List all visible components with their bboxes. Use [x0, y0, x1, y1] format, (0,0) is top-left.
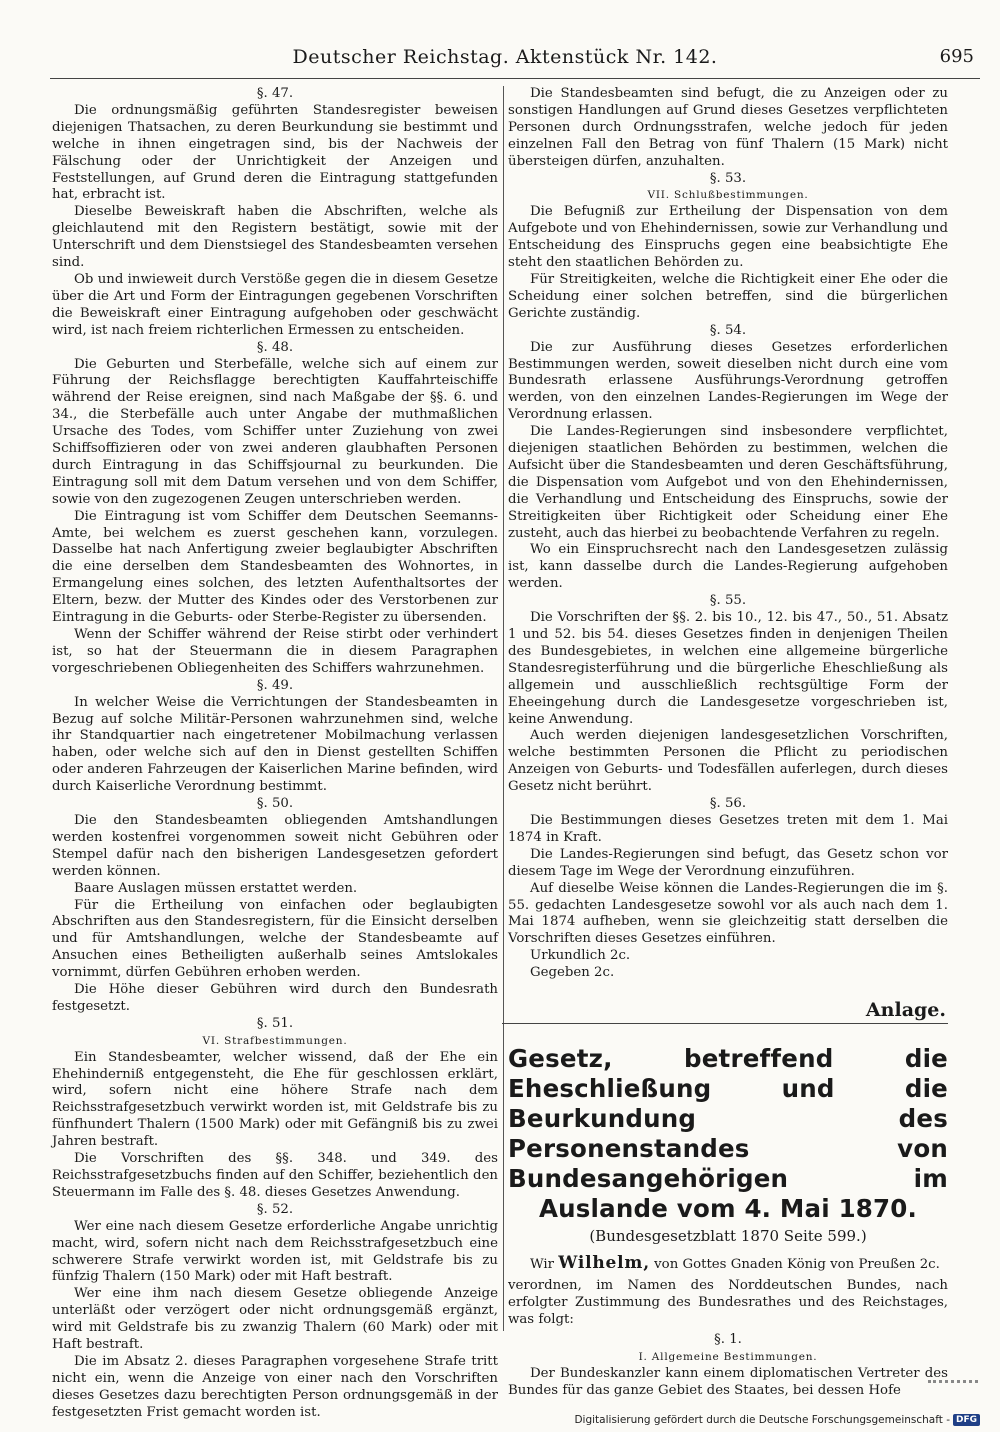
- annex-subheading: I. Allgemeine Bestimmungen.: [638, 1351, 818, 1364]
- paragraph: Die zur Ausführung dieses Gesetzes erforderlichen Bestimmungen werden, soweit dieselben nicht durch eine vom Bundesrath erlassene Ausführungs-Verordnung getroffen werden, von den einzelnen Landes-Regierungen im Wege der Verordnung erlassen.: [508, 339, 948, 423]
- section-heading: §. 49.: [256, 677, 294, 693]
- paragraph: Die Befugniß zur Ertheilung der Dispensation von dem Aufgebote und von Ehehindernissen, sowie zur Verhandlung und Entscheidung des Einspruchs gegen eine beabsichtigte Ehe steht den staatlichen Behörden zu.: [508, 204, 948, 271]
- section-heading: §. 53.: [709, 170, 747, 186]
- section-heading: §. 56.: [709, 796, 747, 812]
- annex-paragraph: Der Bundeskanzler kann einem diplomatischen Vertreter des Bundes für das ganze Gebiet des Staates, bei dessen Hofe: [508, 1366, 948, 1399]
- section-heading: §. 55.: [709, 593, 747, 609]
- paragraph: Wer eine ihm nach diesem Gesetze obliegende Anzeige unterläßt oder verzögert oder nicht ordnungsgemäß ergänzt, wird mit Geldstrafe bis zu zwanzig Thalern (60 Mark) oder mit Haft bestraft.: [52, 1286, 498, 1353]
- decree-opening-word: Wir: [530, 1256, 555, 1272]
- paragraph: Die Standesbeamten sind befugt, die zu Anzeigen oder zu sonstigen Handlungen auf Grund dieses Gesetzes verpflichteten Personen durch Ordnungsstrafen, welche jedoch für jeden einzelnen Fall den Betrag von fünf Thalern (15 Mark) nicht übersteigen dürfen, anzuhalten.: [508, 86, 948, 169]
- paragraph: Auf dieselbe Weise können die Landes-Regierungen die im §. 55. gedachten Landesgesetze sowohl vor als auch nach dem 1. Mai 1874 aufheben, wenn sie gleichzeitig statt derselben die Vorschriften dieses Gesetzes einführen.: [508, 880, 948, 947]
- paragraph: Für Streitigkeiten, welche die Richtigkeit einer Ehe oder die Scheidung einer solchen betreffen, sind die bürgerlichen Gerichte zuständig.: [508, 271, 948, 321]
- section-heading: §. 50.: [256, 796, 294, 812]
- paragraph: Wenn der Schiffer während der Reise stirbt oder verhindert ist, so hat der Steuermann die in diesem Paragraphen vorgeschriebenen Obliegenheiten des Schiffers wahrzunehmen.: [52, 627, 498, 676]
- annex-section-heading: §. 1.: [714, 1332, 742, 1348]
- annex-rule: [502, 1023, 948, 1024]
- paragraph: Wo ein Einspruchsrecht nach den Landesgesetzen zulässig ist, kann dasselbe durch die Landes-Regierung aufgehoben werden.: [508, 542, 948, 592]
- paragraph: Für die Ertheilung von einfachen oder beglaubigten Abschriften aus den Standesregistern, für die Einsicht derselben und für Amtshandlungen, welche der Standesbeamte auf Ansuchen eines Betheiligten außerhalb seines Amtslokales vornimmt, dürfen Gebühren erhoben werden.: [52, 897, 498, 981]
- paragraph: In welcher Weise die Verrichtungen der Standesbeamten in Bezug auf solche Militär-Personen wahrzunehmen sind, welche ihr Standquartier nach eingetretener Mobilmachung verlassen haben, oder welche sich auf den in Dienst gestellten Schiffen oder anderen Fahrzeugen der Kaiserlichen Marine befinden, wird durch Kaiserliche Verordnung bestimmt.: [52, 694, 498, 795]
- paragraph: Die Eintragung ist vom Schiffer dem Deutschen Seemanns-Amte, bei welchem es zuerst geschehen kann, vorzulegen. Dasselbe hat nach Anfertigung zweier beglaubigter Abschriften die eine derselben dem Standesbeamten des Wohnortes, in Ermangelung eines solchen, des letzten Aufenthaltsortes der Eltern, bezw. der Mutter des Kindes oder des Verstorbenen zur Eintragung in die Geburts- oder Sterbe-Register zu übersenden.: [52, 508, 498, 626]
- section-heading: §. 52.: [256, 1201, 294, 1217]
- paragraph: Die Vorschriften des §§. 348. und 349. des Reichsstrafgesetzbuchs finden auf den Schiffer, beziehentlich den Steuermann im Falle des §. 48. dieses Gesetzes Anwendung.: [52, 1151, 498, 1200]
- paragraph: Ob und inwieweit durch Verstöße gegen die in diesem Gesetze über die Art und Form der Eintragungen gegebenen Vorschriften die Beweiskraft einer Eintragung aufgehoben oder geschwächt wird, ist nach freiem richterlichen Ermessen zu entscheiden.: [52, 271, 498, 338]
- section-heading: §. 47.: [256, 86, 294, 101]
- page-number: 695: [939, 46, 974, 67]
- page-header: [30, 36, 980, 76]
- dfg-logo: DFG: [953, 1414, 980, 1426]
- section-heading: §. 51.: [256, 1015, 294, 1031]
- right-column-body: [508, 86, 948, 982]
- paragraph: Die ordnungsmäßig geführten Standesregister beweisen diejenigen Thatsachen, zu deren Beurkundung sie bestimmt und welche in ihnen eingetragen sind, bis der Nachweis der Fälschung oder der Unrichtigkeit der Anzeigen und Feststellungen, auf Grund deren die Eintragung stattgefunden hat, erbracht ist.: [52, 102, 498, 203]
- paragraph: Die Vorschriften der §§. 2. bis 10., 12. bis 47., 50., 51. Absatz 1 und 52. bis 54. dieses Gesetzes finden in denjenigen Theilen des Bundesgebietes, in welchen eine allgemeine bürgerliche Standesregisterführung und die bürgerliche Eheschließung als allgemein und ausschließlich rechtsgültige Form der Eheeingehung durch die Landesgesetze vorgeschrieben ist, keine Anwendung.: [508, 610, 948, 727]
- paragraph: Die Höhe dieser Gebühren wird durch den Bundesrath festgesetzt.: [52, 982, 498, 1014]
- footer: [574, 1410, 980, 1430]
- subheading: VII. Schlußbestimmungen.: [647, 189, 809, 202]
- right-column: [508, 86, 948, 1400]
- paragraph: Wer eine nach diesem Gesetze erforderliche Angabe unrichtig macht, wird, sofern nicht nach dem Reichsstrafgesetzbuch eine schwerere Strafe verwirkt worden ist, mit Geldstrafe bis zu fünfzig Thalern (150 Mark) oder mit Haft bestraft.: [52, 1218, 498, 1285]
- section-heading: §. 48.: [256, 339, 294, 355]
- annex-label: Anlage.: [865, 999, 946, 1022]
- paragraph: Baare Auslagen müssen erstattet werden.: [74, 880, 358, 896]
- section-heading: §. 54.: [709, 322, 747, 338]
- paragraph: Dieselbe Beweiskraft haben die Abschriften, welche als gleichlautend mit den Registern bestätigt, sowie mit der Unterschrift und dem Dienstsiegel des Standesbeamten versehen sind.: [52, 204, 498, 271]
- decree-name: Wilhelm,: [558, 1252, 650, 1273]
- decree-title: von Gottes Gnaden König von Preußen 2c.: [654, 1256, 940, 1272]
- paragraph: Die Geburten und Sterbefälle, welche sich auf einem zur Führung der Reichsflagge berechtigten Kauffahrteischiffe während der Reise ereignen, sind nach Maßgabe der §§. 6. und 34., die Sterbefälle auch unter Angabe der muthmaßlichen Ursache des Todes, vom Schiffer unter Zuziehung von zwei Schiffsoffizieren oder von zwei anderen glaubhaften Personen durch Eintragung in das Schiffsjournal zu beurkunden. Die Eintragung soll mit dem Datum versehen und von dem Schiffer, sowie von den zugezogenen Zeugen unterschrieben werden.: [52, 356, 498, 507]
- paragraph: Die den Standesbeamten obliegenden Amtshandlungen werden kostenfrei vorgenommen soweit nicht Gebühren oder Stempel dafür nach den bisherigen Landesgesetzen gefordert werden können.: [52, 812, 498, 879]
- column-separator: [503, 86, 504, 1331]
- header-rule: [50, 78, 980, 79]
- paragraph: Die im Absatz 2. dieses Paragraphen vorgesehene Strafe tritt nicht ein, wenn die Anzeige von einer nach den Vorschriften dieses Gesetzes dazu berechtigten Person ordnungsgemäß in der festgesetzten Frist gemacht worden ist.: [52, 1353, 498, 1420]
- bottom-mark: [928, 1380, 978, 1386]
- decree-text: verordnen, im Namen des Norddeutschen Bundes, nach erfolgter Zustimmung des Bundesrathes und des Reichstages, was folgt:: [508, 1277, 948, 1327]
- decree-opening: [508, 1252, 948, 1274]
- paragraph: Die Bestimmungen dieses Gesetzes treten mit dem 1. Mai 1874 in Kraft.: [508, 812, 948, 845]
- law-title: Gesetz, betreffend die Eheschließung und die Beurkundung des Personenstandes von Bundesangehörigen im Auslande vom 4. Mai 1870.: [508, 1043, 948, 1223]
- subheading: VI. Strafbestimmungen.: [202, 1034, 348, 1047]
- running-title: Deutscher Reichstag. Aktenstück Nr. 142.: [292, 46, 718, 68]
- paragraph: Auch werden diejenigen landesgesetzlichen Vorschriften, welche bestimmten Personen die Pflicht zu periodischen Anzeigen von Geburts- und Todesfällen auferlegen, durch dieses Gesetz nicht berührt.: [508, 728, 948, 795]
- law-source: (Bundesgesetzblatt 1870 Seite 599.): [589, 1226, 867, 1245]
- paragraph: Ein Standesbeamter, welcher wissend, daß der Ehe ein Ehehinderniß entgegensteht, die Ehe für geschlossen erklärt, wird, sofern nicht eine höhere Strafe nach dem Reichsstrafgesetzbuch verwirkt worden ist, mit Geldstrafe bis zu fünfhundert Thalern (1500 Mark) oder mit Gefängniß bis zu zwei Jahren bestraft.: [52, 1049, 498, 1150]
- paragraph: Die Landes-Regierungen sind befugt, das Gesetz schon vor diesem Tage im Wege der Verordnung einzuführen.: [508, 846, 948, 879]
- paragraph: Die Landes-Regierungen sind insbesondere verpflichtet, diejenigen staatlichen Behörden zu bestimmen, welchen die Aufsicht über die Standesbeamten und deren Geschäftsführung, die Dispensation vom Aufgebot und von den Ehehindernissen, die Verhandlung und Entscheidung des Einspruchs, sowie der Streitigkeiten über Richtigkeit oder Scheidung einer Ehe zusteht, auch das hierbei zu beobachtende Verfahren zu regeln.: [508, 424, 948, 541]
- footer-text: Digitalisierung gefördert durch die Deutsche Forschungsgemeinschaft -: [574, 1414, 950, 1426]
- left-column: [52, 86, 498, 1422]
- paragraph: Urkundlich 2c.: [530, 948, 631, 964]
- paragraph: Gegeben 2c.: [530, 965, 615, 981]
